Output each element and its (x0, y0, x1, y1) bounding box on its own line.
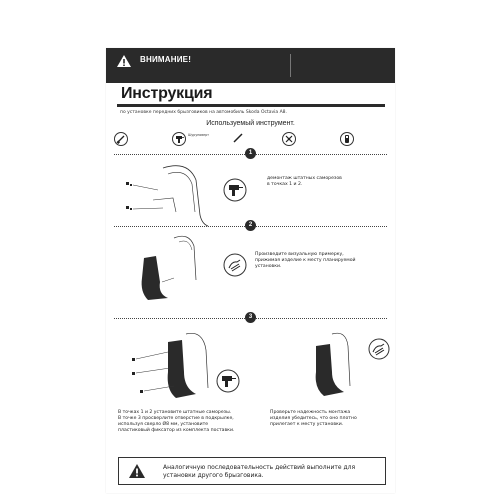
step1-text (267, 176, 342, 188)
step3-right-line: изделия убедитесь, что оно плотно (270, 416, 357, 421)
step3-left-text (118, 410, 234, 434)
warning-icon (128, 463, 146, 479)
hand-fit-icon (223, 253, 247, 277)
tools-row (114, 130, 389, 148)
footer-text (163, 464, 355, 480)
warning-divider (290, 54, 291, 77)
hand-check-icon (368, 338, 390, 360)
warning-banner (106, 48, 395, 83)
title-rule (117, 104, 385, 107)
step-number-badge: 2 (245, 220, 256, 231)
step3-left-line: используя сверло Ø8 мм, установите (118, 422, 209, 427)
screwdriver-icon (114, 132, 128, 146)
warning-icon (116, 54, 132, 68)
step2-line: Произведите визуальную примерку, (255, 252, 344, 257)
step2-text (255, 252, 356, 270)
step3-left-line: В точке 3 просверлите отверстие в подкрылке, (118, 416, 234, 421)
step-number-badge: 3 (245, 312, 256, 323)
tools-heading: Используемый инструмент. (206, 120, 295, 127)
drill-icon (172, 132, 186, 146)
step1-line: демонтаж штатных саморезов (267, 176, 342, 181)
step2-line: прижимая изделие к месту планируемой (255, 258, 356, 263)
footer-line: Аналогичную последовательность действий выполните для (163, 464, 356, 471)
step2-line: установки. (255, 264, 282, 269)
tool-label: Шуруповерт (188, 133, 209, 137)
socket-icon (340, 132, 354, 146)
step1-line: в точках 1 и 2. (267, 182, 303, 187)
drill-bit-icon (232, 132, 244, 144)
step3-right-line: Проверьте надежность монтажа (270, 410, 351, 415)
step-number-badge: 1 (245, 148, 256, 159)
step3-right-text (270, 410, 357, 428)
step3-check-illustration (302, 330, 372, 400)
step3-left-line: В точках 1 и 2 установите штатные саморезы. (118, 410, 232, 415)
step3-left-line: пластиковый фиксатор из комплекта поставки. (118, 428, 235, 433)
pliers-icon (282, 132, 296, 146)
footer-line: установки другого брызговика. (163, 472, 264, 479)
document-subtitle: по установке передних брызговиков на автомобиль Skoda Octavia A8. (120, 110, 287, 115)
drill-icon (223, 178, 247, 202)
document-title: Инструкция (121, 85, 213, 102)
footer-notice (118, 457, 386, 485)
drill-icon (216, 369, 240, 393)
warning-title: ВНИМАНИЕ! (140, 55, 192, 64)
step3-right-line: прилегает к месту установки. (270, 422, 344, 427)
step3-mudflap-mounting-illustration (118, 328, 228, 406)
step1-wheel-arch-illustration (118, 160, 228, 228)
instruction-sheet (106, 48, 395, 493)
step2-mudflap-fitting-illustration (134, 232, 224, 306)
